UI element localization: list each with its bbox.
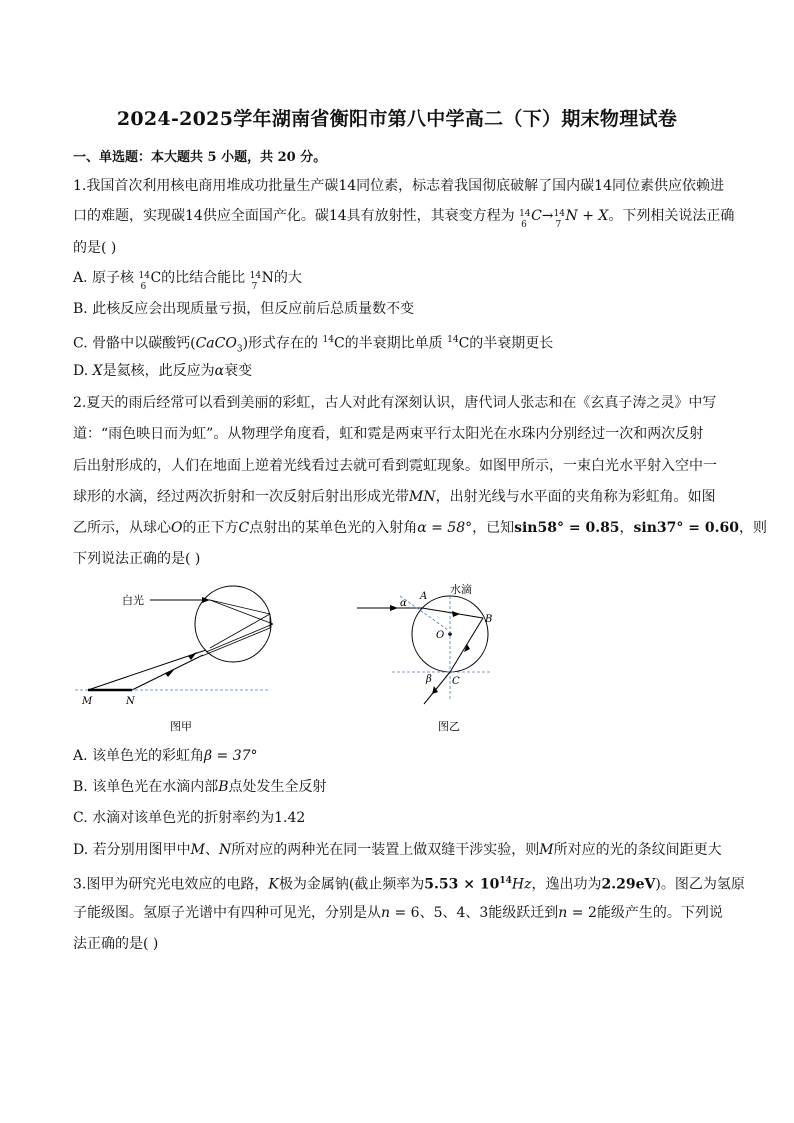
water-drop-circle (195, 586, 271, 662)
q2-line-6: 下列说法正确的是( ) (73, 551, 201, 567)
page-title: 2024-2025学年湖南省衡阳市第八中学高二（下）期末物理试卷 (116, 108, 678, 130)
q3-line-1: 3.图甲为研究光电效应的电路，K极为金属钠(截止频率为$5.53 \times 10^{14}Hz$，逸出功为2.29eV)。图乙为氢原 (73, 876, 745, 893)
point-a-label: A (420, 591, 428, 602)
point-c-label: C (452, 676, 460, 687)
q1-c14-index: 14 6 (519, 209, 531, 230)
q1-n14-index: 14 7 (553, 209, 565, 230)
point-b-label: B (485, 614, 493, 625)
q2-line-5: 乙所示，从球心O的正下方C点射出的某单色光的入射角α = 58°，已知sin58° = 0.85，sin37° = 0.60，则 (73, 520, 767, 536)
q3-line-3: 法正确的是( ) (73, 936, 159, 952)
water-drop-label: 水滴 (450, 583, 472, 596)
q2-option-d[interactable]: D. 若分别用图甲中M、N所对应的两种光在同一装置上做双缝干涉实验，则M所对应的光的条纹间距更大 (73, 842, 722, 858)
q1-option-c[interactable]: C. 骨骼中以碳酸钙(CaCO$_3$)形式存在的 $^{14}$C的半衰期比单质 $^{14}$C的半衰期更长 (73, 335, 554, 355)
arrow-icon (390, 605, 398, 611)
q2-option-c[interactable]: C. 水滴对该单色光的折射率约为1.42 (73, 810, 306, 826)
q3-line-2: 子能级图。氢原子光谱中有四种可见光，分别是从n = 6、5、4、3能级跃迁到n = 2能级产生的。下列说 (73, 905, 723, 921)
point-m-label: M (82, 696, 93, 707)
figure-yi-caption: 图乙 (438, 720, 460, 733)
q2-option-a[interactable]: A. 该单色光的彩虹角β = 37° (73, 748, 258, 764)
q2-option-b[interactable]: B. 该单色光在水滴内部B点处发生全反射 (73, 779, 327, 795)
white-light-label: 白光 (122, 594, 144, 607)
q1-line-2: 口的难题，实现碳14供应全面国产化。碳14具有放射性，其衰变方程为 14 6 C→ 14 7 N + X。下列相关说法正确 (73, 208, 735, 230)
point-o-label: O (436, 630, 445, 641)
q2-line-2: 道：“雨色映日而为虹”。从物理学角度看，虹和霓是两束平行太阳光在水珠内分别经过一次和两次反射 (73, 426, 704, 442)
point-n-label: N (126, 696, 135, 707)
q1-option-b[interactable]: B. 此核反应会出现质量亏损，但反应前后总质量数不变 (73, 301, 415, 317)
alpha-label: α (400, 598, 407, 609)
figure-yi (352, 582, 522, 734)
section-heading: 一、单选题：本大题共 5 小题，共 20 分。 (73, 150, 327, 165)
q1-option-a[interactable]: A. 原子核 14 6 C的比结合能比 14 7 N的大 (73, 270, 302, 292)
reflected-ray (450, 618, 483, 672)
beta-label: β (426, 674, 432, 685)
q1-line-1: 1.我国首次利用核电商用堆成功批量生产碳14同位素，标志着我国彻底破解了国内碳14同位素供应依赖进 (73, 178, 724, 194)
figure-jia-caption: 图甲 (170, 720, 192, 732)
q2-line-4: 球形的水滴，经过两次折射和一次反射后射出形成光带MN，出射光线与水平面的夹角称为彩虹角。如图 (73, 489, 716, 505)
q1-line-3: 的是( ) (73, 240, 117, 256)
q2-line-3: 后出射形成的，人们在地面上逆着光线看过去就可看到霓虹现象。如图甲所示，一束白光水平射入空中一 (73, 458, 717, 474)
arrow-icon (452, 611, 460, 617)
q2-line-1: 2.夏天的雨后经常可以看到美丽的彩虹，古人对此有深刻认识，唐代词人张志和在《玄真子涛之灵》中写 (73, 395, 717, 411)
figure-jia (70, 582, 280, 732)
q1-option-d[interactable]: D. X是氦核，此反应为α衰变 (73, 363, 253, 379)
